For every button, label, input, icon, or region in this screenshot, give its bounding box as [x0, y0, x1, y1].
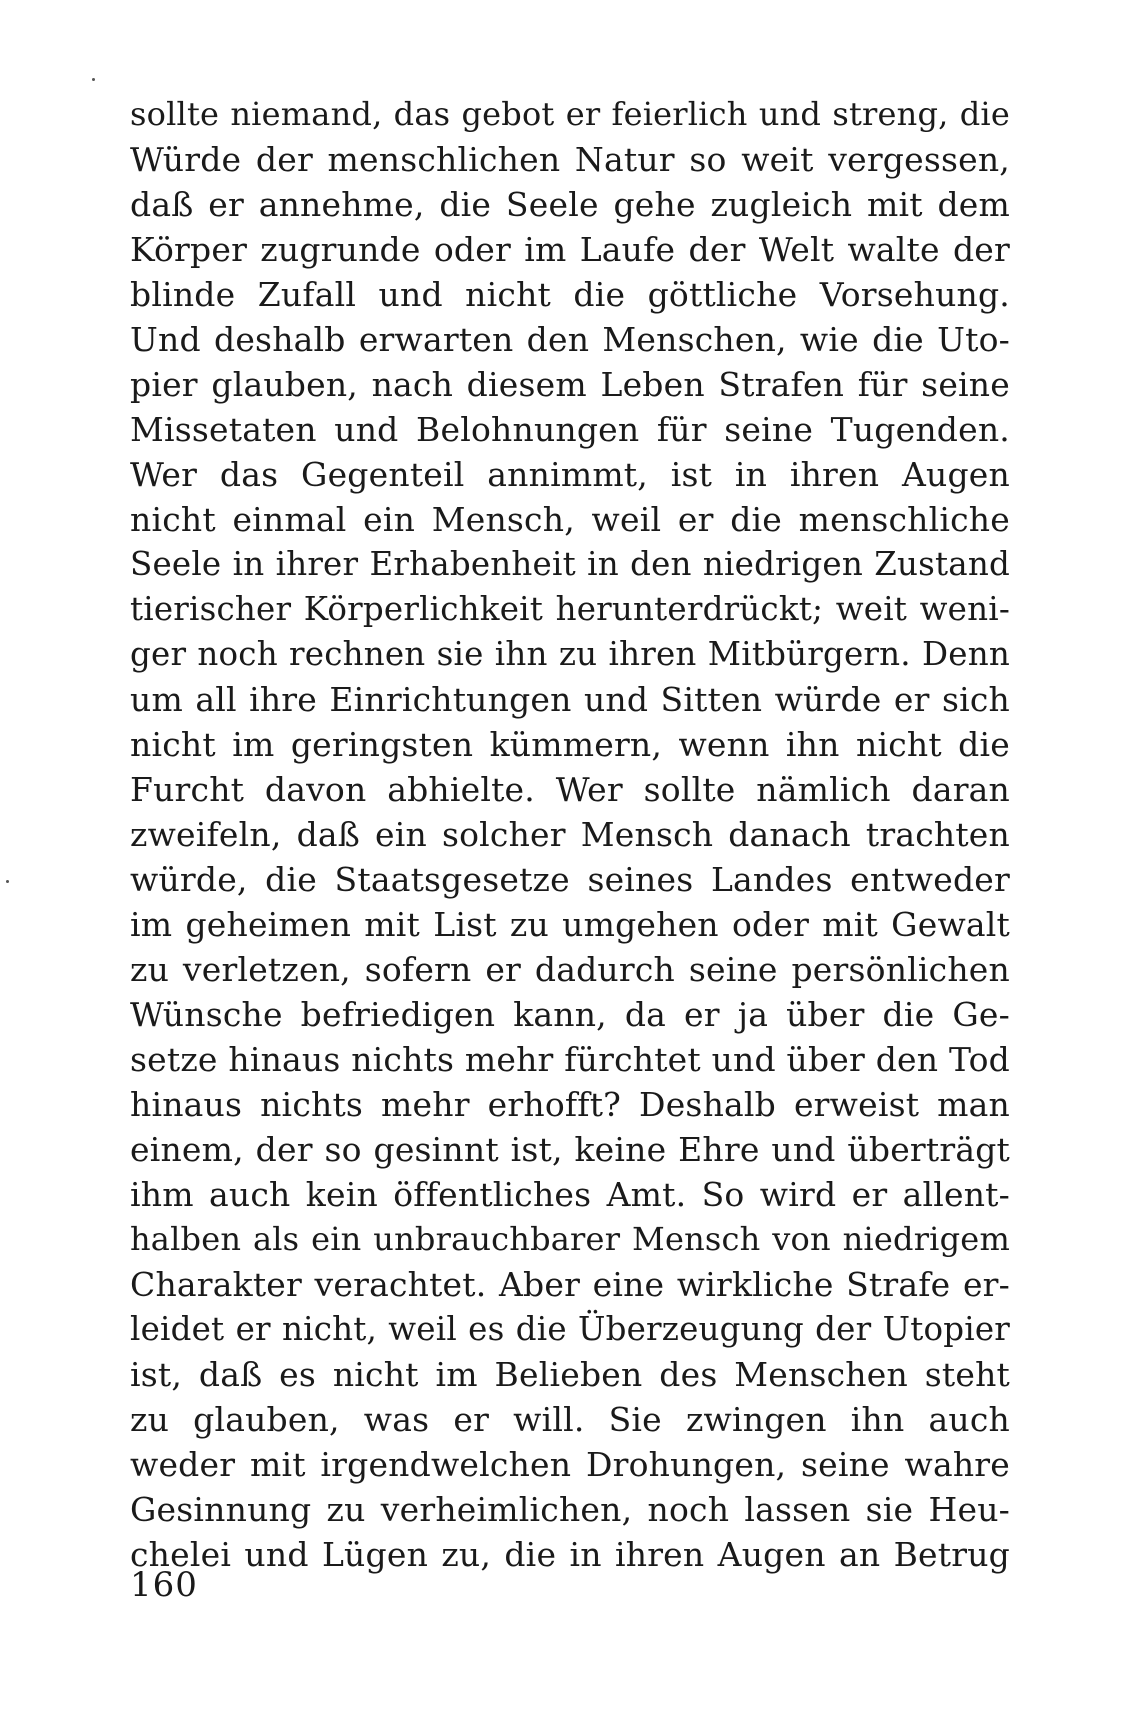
text-line: nicht im geringsten kümmern, wenn ihn nicht die: [130, 725, 1010, 764]
text-line: leidet er nicht, weil es die Überzeugung der Utopier: [130, 1310, 1010, 1348]
text-line: zu glauben, was er will. Sie zwingen ihn auch: [130, 1400, 1010, 1439]
text-line: Seele in ihrer Erhabenheit in den niedrigen Zustand: [130, 545, 1010, 583]
text-line: chelei und Lügen zu, die in ihren Augen an Betrug: [130, 1535, 1010, 1574]
text-line: einem, der so gesinnt ist, keine Ehre und überträgt: [130, 1130, 1010, 1169]
text-line: Missetaten und Belohnungen für seine Tugenden.: [130, 410, 1010, 449]
text-line: Würde der menschlichen Natur so weit vergessen,: [130, 140, 1010, 179]
text-line: Wer das Gegenteil annimmt, ist in ihren Augen: [130, 455, 1010, 494]
text-line: Charakter verachtet. Aber eine wirkliche Strafe er-: [130, 1265, 1010, 1304]
text-line: weder mit irgendwelchen Drohungen, seine wahre: [130, 1445, 1010, 1484]
text-line: setze hinaus nichts mehr fürchtet und über den Tod: [130, 1040, 1010, 1079]
text-line: um all ihre Einrichtungen und Sitten würde er sich: [130, 680, 1010, 719]
page-number: 160: [130, 1565, 198, 1605]
text-line: Furcht davon abhielte. Wer sollte nämlich daran: [130, 770, 1010, 809]
body-text: [130, 92, 1010, 1577]
text-line: sollte niemand, das gebot er feierlich und streng, die: [130, 95, 1010, 133]
text-line: nicht einmal ein Mensch, weil er die menschliche: [130, 500, 1010, 539]
text-line: ist, daß es nicht im Belieben des Menschen steht: [130, 1355, 1010, 1394]
text-line: zweifeln, daß ein solcher Mensch danach trachten: [130, 815, 1010, 854]
text-line: tierischer Körperlichkeit herunterdrückt; weit weni-: [130, 590, 1010, 628]
text-line: daß er annehme, die Seele gehe zugleich mit dem: [130, 185, 1010, 224]
text-line: Wünsche befriedigen kann, da er ja über die Ge-: [130, 995, 1010, 1034]
scan-speck: [92, 78, 95, 81]
scan-speck: [6, 880, 9, 883]
text-line: ihm auch kein öffentliches Amt. So wird er allent-: [130, 1175, 1010, 1214]
text-line: halben als ein unbrauchbarer Mensch von niedrigem: [130, 1220, 1010, 1258]
text-line: zu verletzen, sofern er dadurch seine persönlichen: [130, 950, 1010, 989]
text-line: Gesinnung zu verheimlichen, noch lassen sie Heu-: [130, 1490, 1010, 1529]
text-line: würde, die Staatsgesetze seines Landes entweder: [130, 860, 1010, 899]
text-line: im geheimen mit List zu umgehen oder mit Gewalt: [130, 905, 1010, 944]
text-line: blinde Zufall und nicht die göttliche Vorsehung.: [130, 275, 1010, 314]
text-line: Körper zugrunde oder im Laufe der Welt walte der: [130, 230, 1010, 269]
text-line: pier glauben, nach diesem Leben Strafen für seine: [130, 365, 1010, 404]
text-line: hinaus nichts mehr erhofft? Deshalb erweist man: [130, 1085, 1010, 1124]
text-line: ger noch rechnen sie ihn zu ihren Mitbürgern. Denn: [130, 635, 1010, 673]
text-line: Und deshalb erwarten den Menschen, wie die Uto-: [130, 320, 1010, 359]
